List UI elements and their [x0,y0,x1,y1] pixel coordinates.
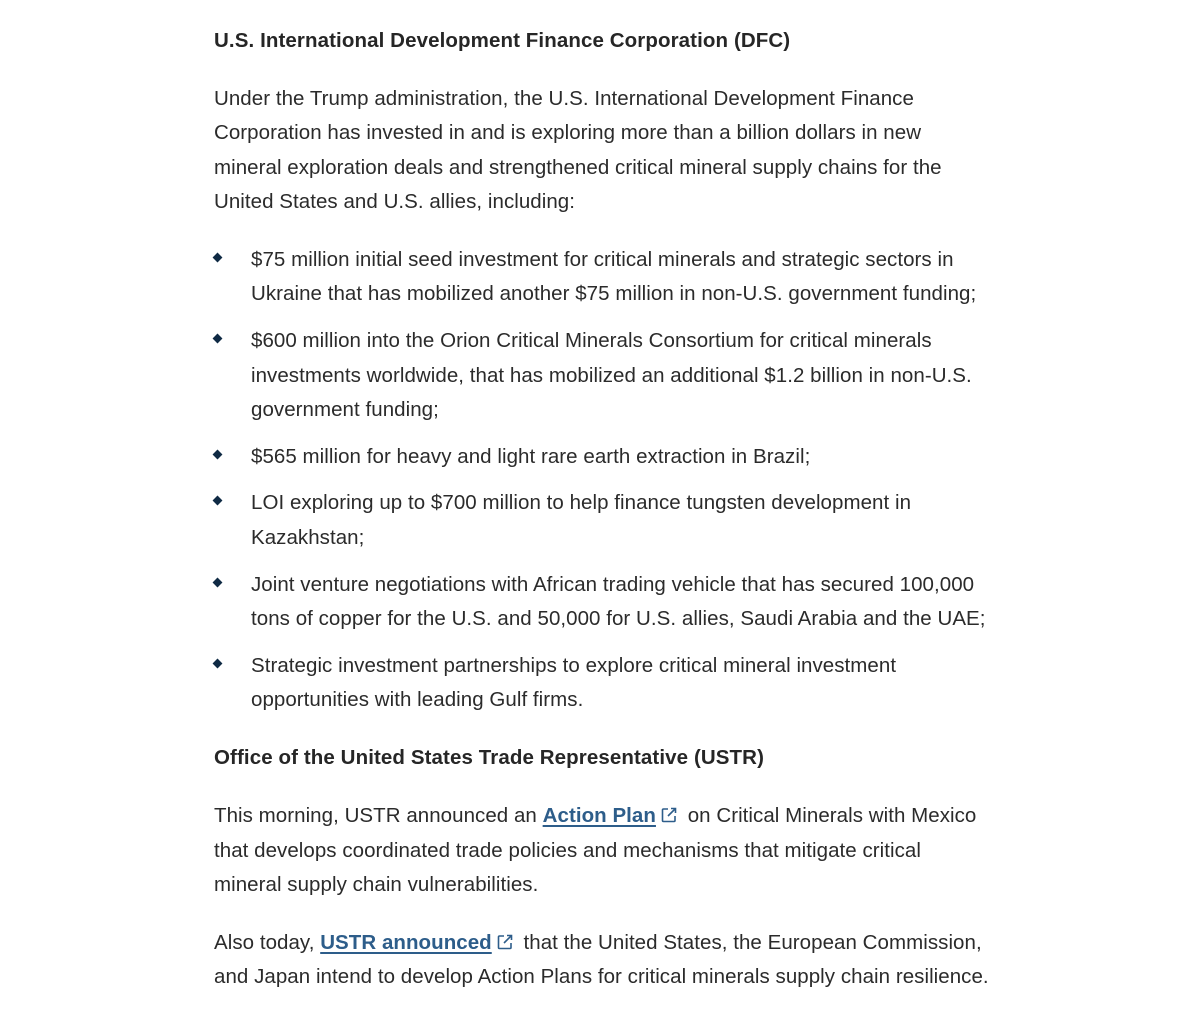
ustr-announced-link[interactable]: USTR announced [320,931,492,955]
article-body [214,24,994,995]
list-item [214,649,994,718]
diamond-bullet-icon [213,253,223,263]
list-item [214,243,994,312]
list-item-text: $600 million into the Orion Critical Minerals Consortium for critical minerals investments worldwide, that has mobilized an additional $1.2 billion in non-U.S. government funding; [251,329,972,421]
external-link-icon[interactable] [496,933,514,951]
dfc-intro-paragraph: Under the Trump administration, the U.S. International Development Finance Corporation has invested in and is exploring more than a billion dollars in new mineral exploration deals and strengthened critical mineral supply chains for the United States and U.S. allies, including: [214,87,942,213]
diamond-bullet-icon [213,334,223,344]
ustr-action-plan-paragraph [214,799,994,902]
diamond-bullet-icon [213,496,223,506]
list-item [214,568,994,637]
dfc-investment-list [214,243,994,717]
ustr-heading: Office of the United States Trade Representative (USTR) [214,746,765,770]
paragraph-text: This morning, USTR announced an [214,804,543,828]
list-item [214,486,994,555]
paragraph-text: Also today, [214,931,321,955]
dfc-heading: U.S. International Development Finance Corporation (DFC) [214,29,791,52]
list-item-text: Strategic investment partnerships to explore critical mineral investment opportunities with leading Gulf firms. [251,653,897,711]
list-item-text: Joint venture negotiations with African trading vehicle that has secured 100,000 tons of copper for the U.S. and 50,000 for U.S. allies, Saudi Arabia and the UAE; [251,572,986,630]
list-item-text: $565 million for heavy and light rare earth extraction in Brazil; [251,444,811,468]
diamond-bullet-icon [213,449,223,459]
list-item-text: $75 million initial seed investment for critical minerals and strategic sectors in Ukraine that has mobilized another $75 million in non-U.S. government funding; [251,248,977,306]
paragraph-text: that the United States, the European Commission, and Japan intend to develop Action Plans for critical minerals supply chain resilience. [214,931,989,989]
diamond-bullet-icon [213,658,223,668]
list-item [214,440,994,474]
external-link-icon[interactable] [660,806,678,824]
ustr-announcement-paragraph [214,926,994,995]
list-item [214,324,994,427]
paragraph-text: on Critical Minerals with Mexico that develops coordinated trade policies and mechanisms that mitigate critical mineral supply chain vulnerabilities. [214,804,977,896]
action-plan-link[interactable]: Action Plan [542,804,656,828]
diamond-bullet-icon [213,577,223,587]
list-item-text: LOI exploring up to $700 million to help finance tungsten development in Kazakhstan; [251,491,912,549]
